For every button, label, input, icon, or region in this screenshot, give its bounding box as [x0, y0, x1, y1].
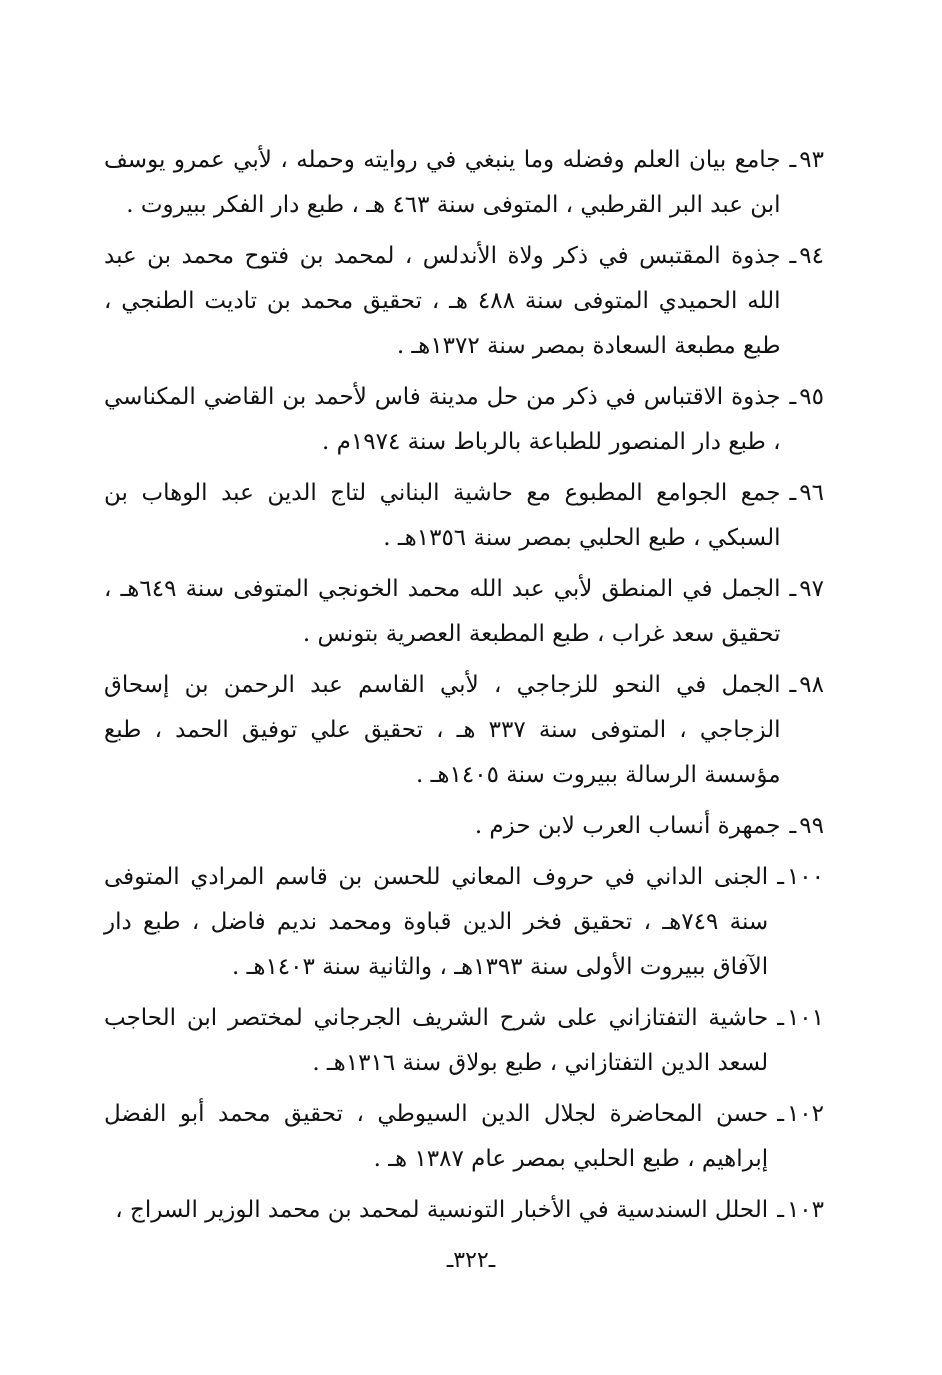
entry-text: الجمل في المنطق لأبي عبد الله محمد الخونجي المتوفى سنة ٦٤٩هـ ، تحقيق سعد غراب ، طبع المطبعة العصرية بتونس .	[104, 576, 781, 647]
entry-text: جذوة المقتبس في ذكر ولاة الأندلس ، لمحمد بن فتوح محمد بن عبد الله الحميدي المتوفى سنة ٤٨٨ هـ ، تحقيق محمد بن تاديت الطنجي ، طبع مطبعة السعادة بمصر سنة ١٣٧٢هـ .	[104, 243, 781, 359]
bibliography-entry-101	[104, 996, 824, 1086]
entry-number: ١٠٠ـ	[777, 864, 824, 890]
bibliography-entry-99	[104, 804, 824, 849]
bibliography-entry-103	[104, 1188, 824, 1233]
entry-text: الحلل السندسية في الأخبار التونسية لمحمد بن محمد الوزير السراج ،	[115, 1197, 769, 1223]
page-number: ـ٣٢٢ـ	[446, 1248, 496, 1273]
entry-text: جامع بيان العلم وفضله وما ينبغي في روايته وحمله ، لأبي عمرو يوسف ابن عبد البر القرطبي ، المتوفى سنة ٤٦٣ هـ ، طبع دار الفكر ببيروت .	[104, 147, 781, 218]
entry-number: ١٠٣ـ	[777, 1197, 824, 1223]
entry-text: جذوة الاقتباس في ذكر من حل مدينة فاس لأحمد بن القاضي المكناسي ، طبع دار المنصور للطباعة بالرباط سنة ١٩٧٤م .	[104, 384, 781, 455]
entry-text: حسن المحاضرة لجلال الدين السيوطي ، تحقيق محمد أبو الفضل إبراهيم ، طبع الحلبي بمصر عام ١٣٨٧ هـ .	[104, 1101, 769, 1172]
entry-number: ٩٥ـ	[789, 384, 824, 410]
entry-number: ٩٩ـ	[789, 813, 824, 839]
bibliography-entry-100	[104, 855, 824, 990]
entry-text: جمهرة أنساب العرب لابن حزم .	[474, 813, 781, 839]
bibliography-entry-96	[104, 471, 824, 561]
bibliography-entry-98	[104, 663, 824, 798]
entry-number: ٩٧ـ	[789, 576, 824, 602]
bibliography-entry-94	[104, 234, 824, 369]
bibliography-entry-102	[104, 1092, 824, 1182]
entry-number: ٩٤ـ	[789, 243, 824, 269]
entry-number: ٩٨ـ	[789, 672, 824, 698]
entry-number: ٩٣ـ	[789, 147, 824, 173]
entry-text: جمع الجوامع المطبوع مع حاشية البناني لتاج الدين عبد الوهاب بن السبكي ، طبع الحلبي بمصر سنة ١٣٥٦هـ .	[104, 480, 781, 551]
entry-number: ١٠٢ـ	[777, 1101, 824, 1127]
entry-text: الجمل في النحو للزجاجي ، لأبي القاسم عبد الرحمن بن إسحاق الزجاجي ، المتوفى سنة ٣٣٧ هـ ، تحقيق علي توفيق الحمد ، طبع مؤسسة الرسالة ببيروت سنة ١٤٠٥هـ .	[104, 672, 781, 788]
entry-text: حاشية التفتازاني على شرح الشريف الجرجاني لمختصر ابن الحاجب لسعد الدين التفتازاني ، طبع بولاق سنة ١٣١٦هـ .	[104, 1005, 769, 1076]
bibliography-entry-95	[104, 375, 824, 465]
bibliography-entry-97	[104, 567, 824, 657]
bibliography-list	[104, 138, 824, 1239]
bibliography-entry-93	[104, 138, 824, 228]
entry-text: الجنى الداني في حروف المعاني للحسن بن قاسم المرادي المتوفى سنة ٧٤٩هـ ، تحقيق فخر الدين قباوة ومحمد نديم فاضل ، طبع دار الآفاق ببيروت الأولى سنة ١٣٩٣هـ ، والثانية سنة ١٤٠٣هـ .	[104, 864, 769, 980]
entry-number: ٩٦ـ	[789, 480, 824, 506]
entry-number: ١٠١ـ	[777, 1005, 824, 1031]
